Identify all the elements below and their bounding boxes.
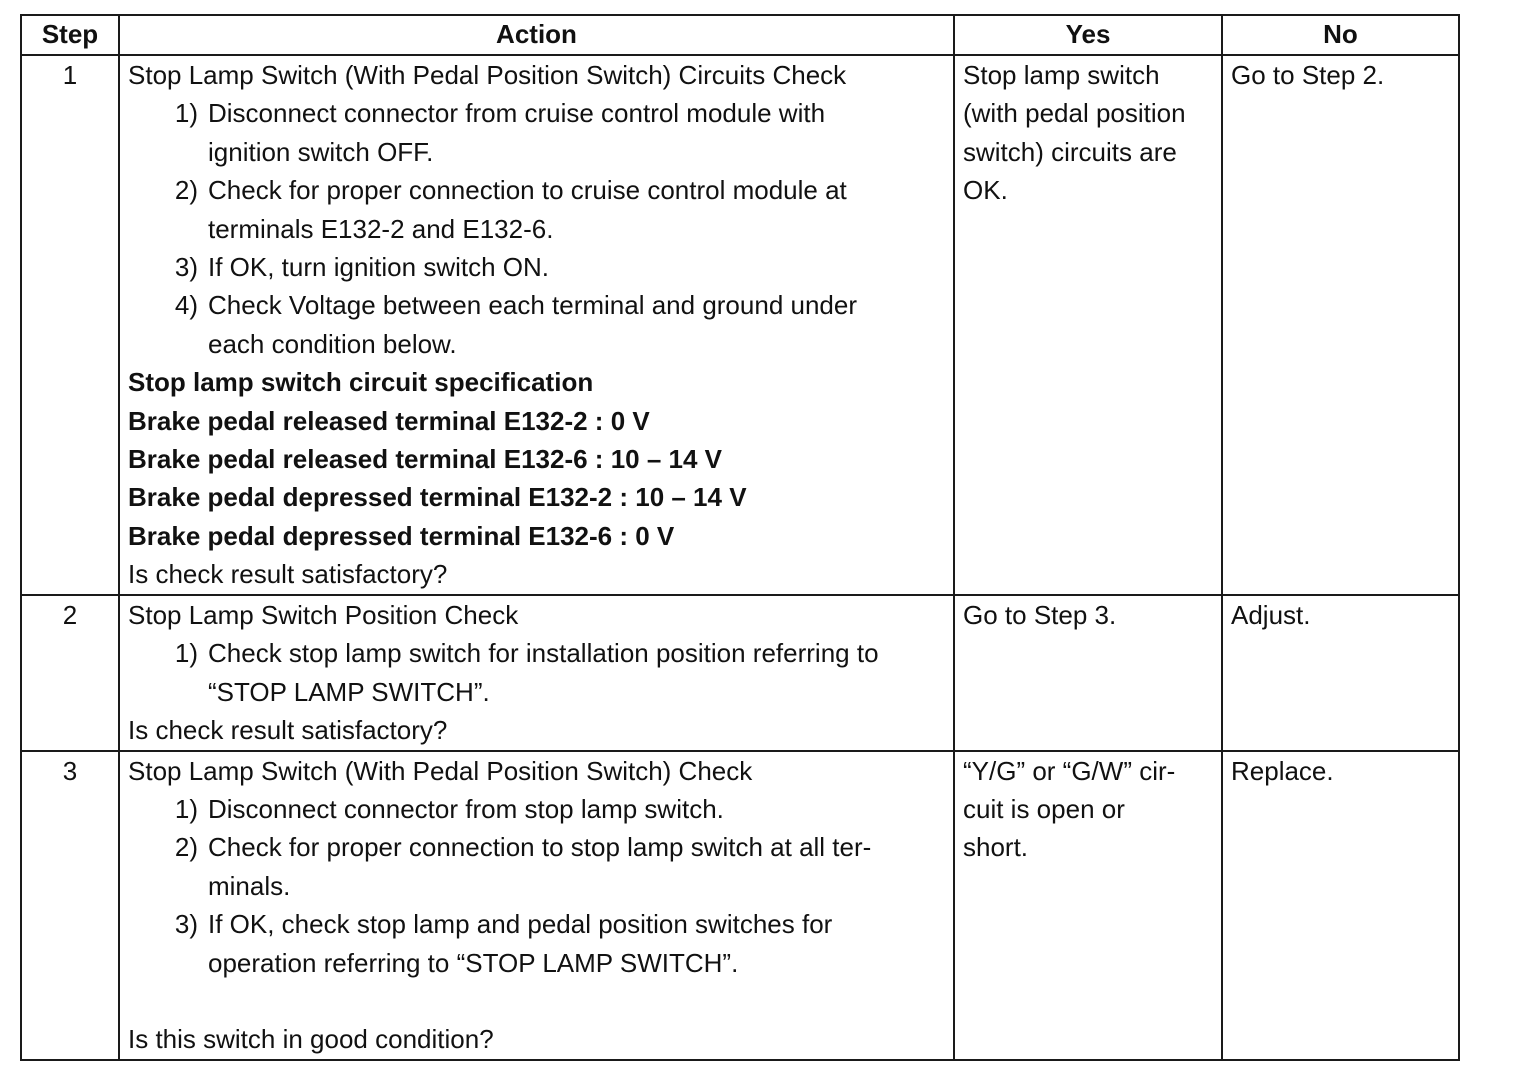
- action-cell: [119, 751, 954, 1060]
- spec-line: Brake pedal depressed terminal E132-2 : 10 – 14 V: [128, 482, 747, 513]
- table-row: [21, 595, 1459, 751]
- yes-text: short.: [963, 832, 1029, 863]
- yes-text: (with pedal position: [963, 98, 1186, 129]
- check-question: Is check result satisfactory?: [128, 715, 448, 746]
- item-number: 1): [174, 98, 198, 129]
- no-cell: [1222, 55, 1459, 595]
- item-number: 3): [174, 909, 198, 940]
- yes-text: “Y/G” or “G/W” cir-: [963, 755, 1176, 786]
- yes-text: switch) circuits are: [963, 136, 1177, 167]
- item-number: 1): [174, 794, 198, 825]
- no-cell: [1222, 595, 1459, 751]
- step-number: 1: [21, 55, 119, 595]
- item-number: 1): [174, 638, 198, 669]
- spec-line: Brake pedal released terminal E132-2 : 0 V: [128, 405, 650, 436]
- action-title: Stop Lamp Switch Position Check: [128, 600, 519, 630]
- header-row: [21, 15, 1459, 55]
- action-title: Stop Lamp Switch (With Pedal Position Switch) Circuits Check: [128, 60, 847, 90]
- item-text: Check Voltage between each terminal and ground under: [208, 290, 857, 321]
- yes-text: Stop lamp switch: [963, 60, 1160, 90]
- action-step-item: [128, 905, 945, 982]
- header-action: Action: [119, 15, 954, 55]
- yes-cell: [954, 751, 1222, 1060]
- action-step-item: [128, 171, 945, 248]
- yes-cell: [954, 595, 1222, 751]
- header-yes: Yes: [954, 15, 1222, 55]
- action-step-item: [128, 634, 945, 711]
- no-cell: [1222, 751, 1459, 1060]
- item-text: terminals E132-2 and E132-6.: [208, 213, 554, 244]
- item-text: If OK, turn ignition switch ON.: [208, 252, 550, 283]
- no-text: Adjust.: [1231, 600, 1311, 630]
- item-number: 2): [174, 175, 198, 206]
- blank-spacer: [128, 982, 945, 1020]
- item-text: “STOP LAMP SWITCH”.: [208, 676, 490, 707]
- table-row: [21, 55, 1459, 595]
- item-text: ignition switch OFF.: [208, 136, 434, 167]
- item-text: operation referring to “STOP LAMP SWITCH”.: [208, 947, 739, 978]
- action-step-item: [128, 286, 945, 363]
- action-step-item: [128, 94, 945, 171]
- item-text: Disconnect connector from cruise control module with: [208, 98, 826, 129]
- item-text: Disconnect connector from stop lamp switch.: [208, 794, 724, 825]
- item-text: minals.: [208, 870, 291, 901]
- no-text: Replace.: [1231, 755, 1334, 786]
- item-text: Check for proper connection to cruise control module at: [208, 175, 847, 206]
- action-step-item: [128, 790, 945, 828]
- action-cell: [119, 595, 954, 751]
- item-text: each condition below.: [208, 328, 457, 359]
- no-text: Go to Step 2.: [1231, 60, 1385, 90]
- item-text: Check stop lamp switch for installation position referring to: [208, 638, 879, 669]
- action-step-item: [128, 248, 945, 286]
- check-question: Is this switch in good condition?: [128, 1024, 494, 1055]
- yes-text: Go to Step 3.: [963, 600, 1117, 630]
- step-number: 2: [21, 595, 119, 751]
- spec-line: Brake pedal released terminal E132-6 : 10 – 14 V: [128, 444, 723, 475]
- check-question: Is check result satisfactory?: [128, 559, 448, 590]
- yes-text: OK.: [963, 175, 1008, 206]
- step-number: 3: [21, 751, 119, 1060]
- yes-cell: [954, 55, 1222, 595]
- action-title: Stop Lamp Switch (With Pedal Position Switch) Check: [128, 755, 753, 786]
- item-text: Check for proper connection to stop lamp switch at all ter-: [208, 832, 872, 863]
- spec-heading: Stop lamp switch circuit specification: [128, 367, 594, 398]
- action-step-item: [128, 828, 945, 905]
- item-number: 2): [174, 832, 198, 863]
- table-row: [21, 751, 1459, 1060]
- header-no: No: [1222, 15, 1459, 55]
- item-text: If OK, check stop lamp and pedal position switches for: [208, 909, 833, 940]
- troubleshooting-table: [20, 14, 1460, 1061]
- action-cell: [119, 55, 954, 595]
- item-number: 3): [174, 252, 198, 283]
- spec-line: Brake pedal depressed terminal E132-6 : 0 V: [128, 520, 675, 551]
- header-step: Step: [21, 15, 119, 55]
- yes-text: cuit is open or: [963, 794, 1125, 825]
- item-number: 4): [174, 290, 198, 321]
